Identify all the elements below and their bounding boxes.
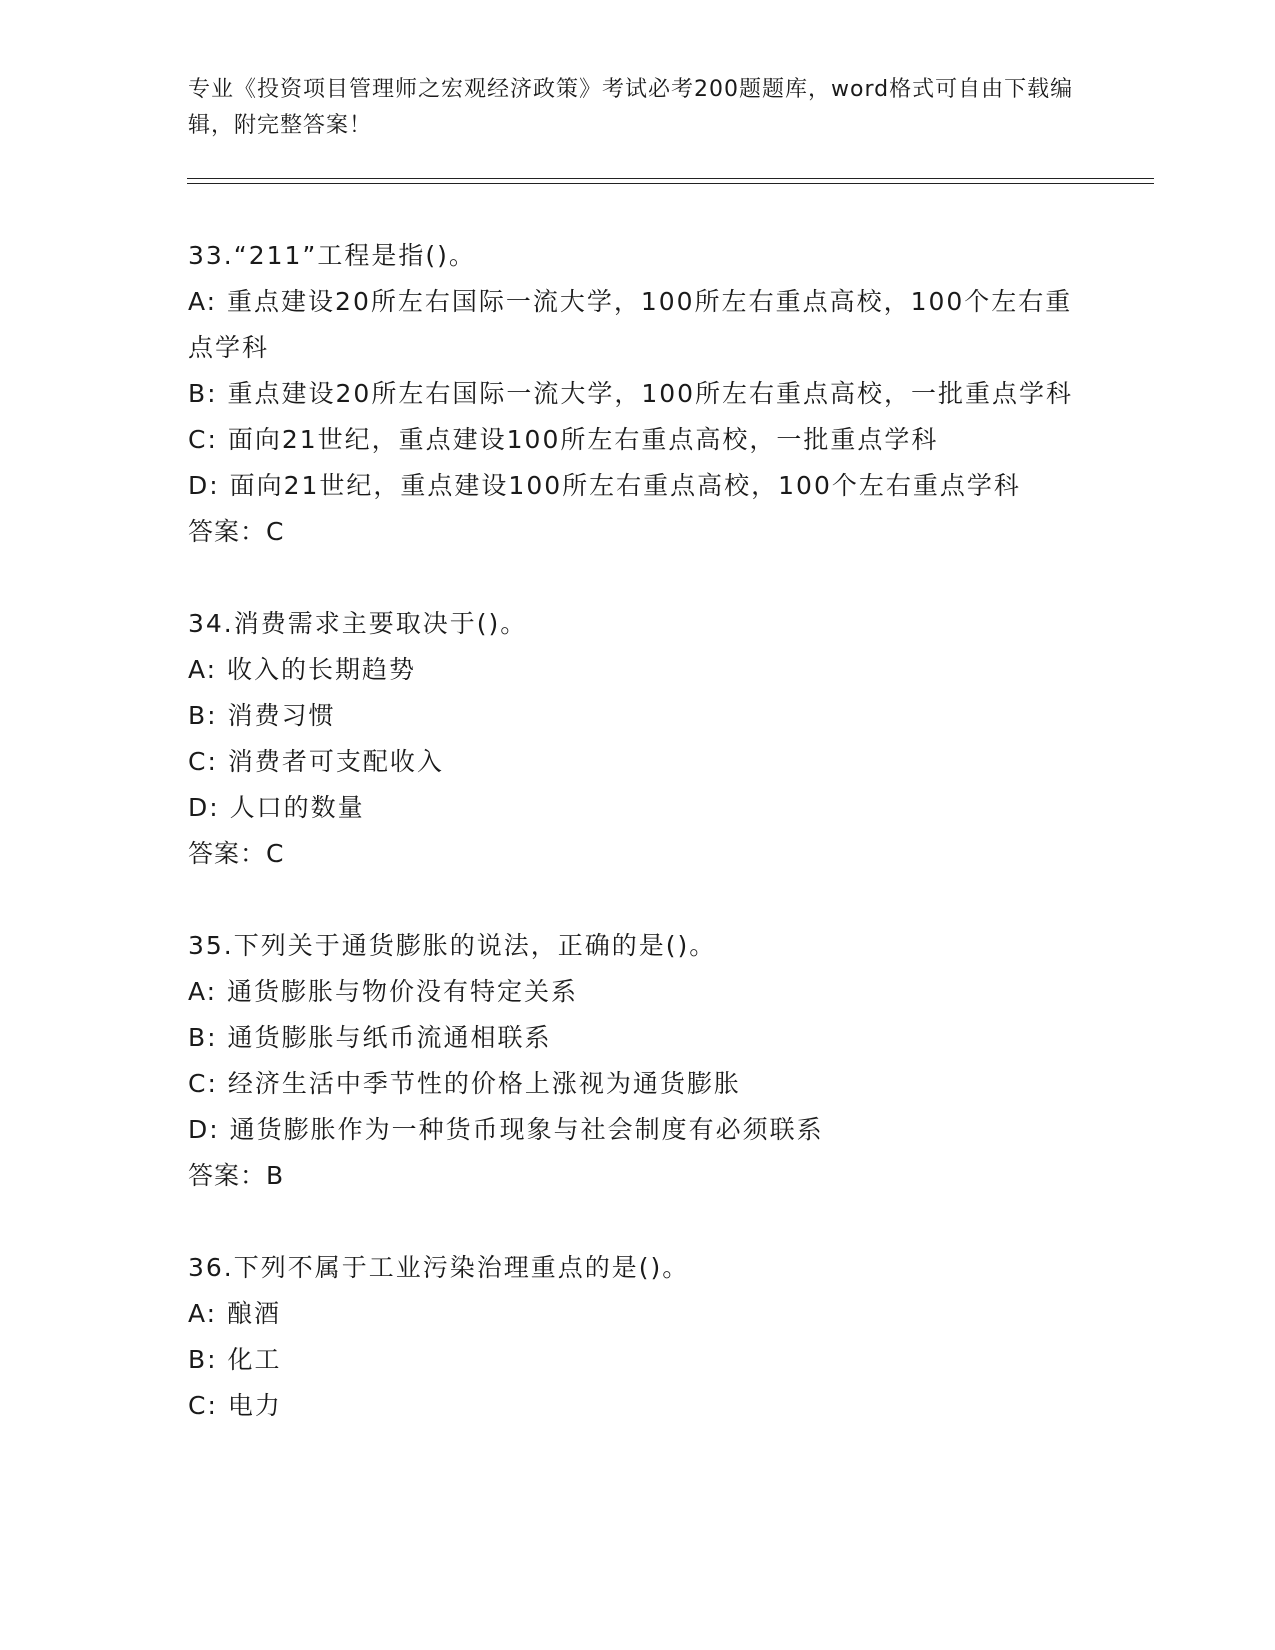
document-header: 专业《投资项目管理师之宏观经济政策》考试必考200题题库，word格式可自由下载编辑，附完整答案！	[188, 77, 1074, 138]
option-b: B: 消费习惯	[188, 701, 336, 730]
option-a: A: 通货膨胀与物价没有特定关系	[188, 977, 579, 1006]
question-34	[188, 601, 1088, 877]
question-stem: 34.消费需求主要取决于()。	[188, 609, 528, 638]
option-c: C: 经济生活中季节性的价格上涨视为通货膨胀	[188, 1069, 741, 1098]
option-b: B: 通货膨胀与纸币流通相联系	[188, 1023, 552, 1052]
option-a: A: 重点建设20所左右国际一流大学，100所左右重点高校，100个左右重点学科	[188, 287, 1073, 362]
option-b: B: 化工	[188, 1345, 282, 1374]
option-c: C: 面向21世纪，重点建设100所左右重点高校，一批重点学科	[188, 425, 939, 454]
answer: 答案：C	[188, 517, 285, 546]
answer: 答案：B	[188, 1161, 285, 1190]
question-33	[188, 233, 1088, 555]
question-stem: 33.“211”工程是指()。	[188, 241, 476, 270]
question-36	[188, 1245, 1088, 1429]
option-b: B: 重点建设20所左右国际一流大学，100所左右重点高校，一批重点学科	[188, 379, 1074, 408]
question-35	[188, 923, 1088, 1199]
option-a: A: 酿酒	[188, 1299, 282, 1328]
header-divider-bottom	[187, 183, 1154, 184]
question-stem: 36.下列不属于工业污染治理重点的是()。	[188, 1253, 690, 1282]
option-c: C: 电力	[188, 1391, 282, 1420]
option-d: D: 面向21世纪，重点建设100所左右重点高校，100个左右重点学科	[188, 471, 1021, 500]
question-list	[188, 233, 1088, 1475]
option-a: A: 收入的长期趋势	[188, 655, 417, 684]
option-d: D: 通货膨胀作为一种货币现象与社会制度有必须联系	[188, 1115, 824, 1144]
question-stem: 35.下列关于通货膨胀的说法，正确的是()。	[188, 931, 717, 960]
option-d: D: 人口的数量	[188, 793, 365, 822]
option-c: C: 消费者可支配收入	[188, 747, 444, 776]
answer: 答案：C	[188, 839, 285, 868]
header-divider-top	[187, 178, 1154, 179]
